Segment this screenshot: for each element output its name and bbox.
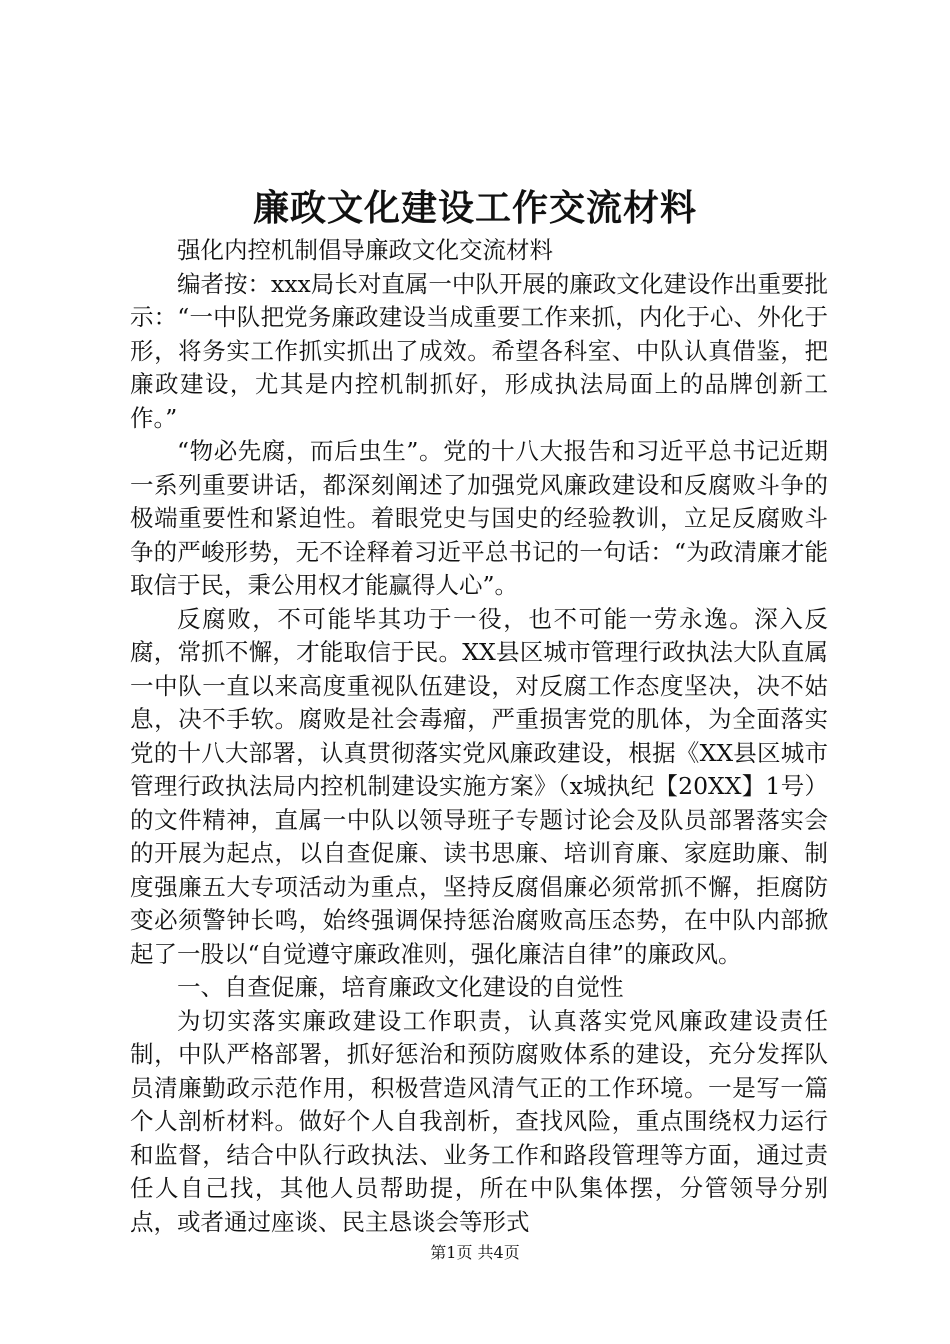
paragraph: 反腐败，不可能毕其功于一役，也不可能一劳永逸。深入反腐，常抓不懈，才能取信于民。XX县区城市管理行政执法大队直属一中队一直以来高度重视队伍建设，对反腐工作态度坚决，决不姑息，决不手软。腐败是社会毒瘤，严重损害党的肌体，为全面落实党的十八大部署，认真贯彻落实党风廉政建设，根据《XX县区城市管理行政执法局内控机制建设实施方案》（x城执纪【20XX】1号）的文件精神，直属一中队以领导班子专题讨论会及队员部署落实会的开展为起点，以自查促廉、读书思廉、培训育廉、家庭助廉、制度强廉五大专项活动为重点，坚持反腐倡廉必须常抓不懈，拒腐防变必须警钟长鸣，始终强调保持惩治腐败高压态势，在中队内部掀起了一股以“自觉遵守廉政准则，强化廉洁自律”的廉政风。 [130, 604, 828, 968]
paragraph: “物必先腐，而后虫生”。党的十八大报告和习近平总书记近期一系列重要讲话，都深刻阐述了加强党风廉政建设和反腐败斗争的极端重要性和紧迫性。着眼党史与国史的经验教训，立足反腐败斗争的严峻形势，无不诠释着习近平总书记的一句话：“为政清廉才能取信于民，秉公用权才能赢得人心”。 [130, 437, 828, 599]
paragraph: 为切实落实廉政建设工作职责，认真落实党风廉政建设责任制，中队严格部署，抓好惩治和预防腐败体系的建设，充分发挥队员清廉勤政示范作用，积极营造风清气正的工作环境。一是写一篇个人剖析材料。做好个人自我剖析，查找风险，重点围绕权力运行和监督，结合中队行政执法、业务工作和路段管理等方面，通过责任人自己找，其他人员帮助提，所在中队集体摆，分管领导分别点，或者通过座谈、民主恳谈会等形式 [130, 1006, 828, 1236]
document-title: 廉政文化建设工作交流材料 [252, 187, 697, 229]
page-footer: 第1页 共4页 [430, 1243, 520, 1262]
document-subtitle: 强化内控机制倡导廉政文化交流材料 [177, 236, 553, 264]
paragraph-editor-note: 编者按：xxx局长对直属一中队开展的廉政文化建设作出重要批示：“一中队把党务廉政建设当成重要工作来抓，内化于心、外化于形，将务实工作抓实抓出了成效。希望各科室、中队认真借鉴，把廉政建设，尤其是内控机制抓好，形成执法局面上的品牌创新工作。” [130, 269, 828, 432]
section-heading: 一、自查促廉，培育廉政文化建设的自觉性 [177, 973, 624, 1001]
document-body [130, 234, 828, 1239]
